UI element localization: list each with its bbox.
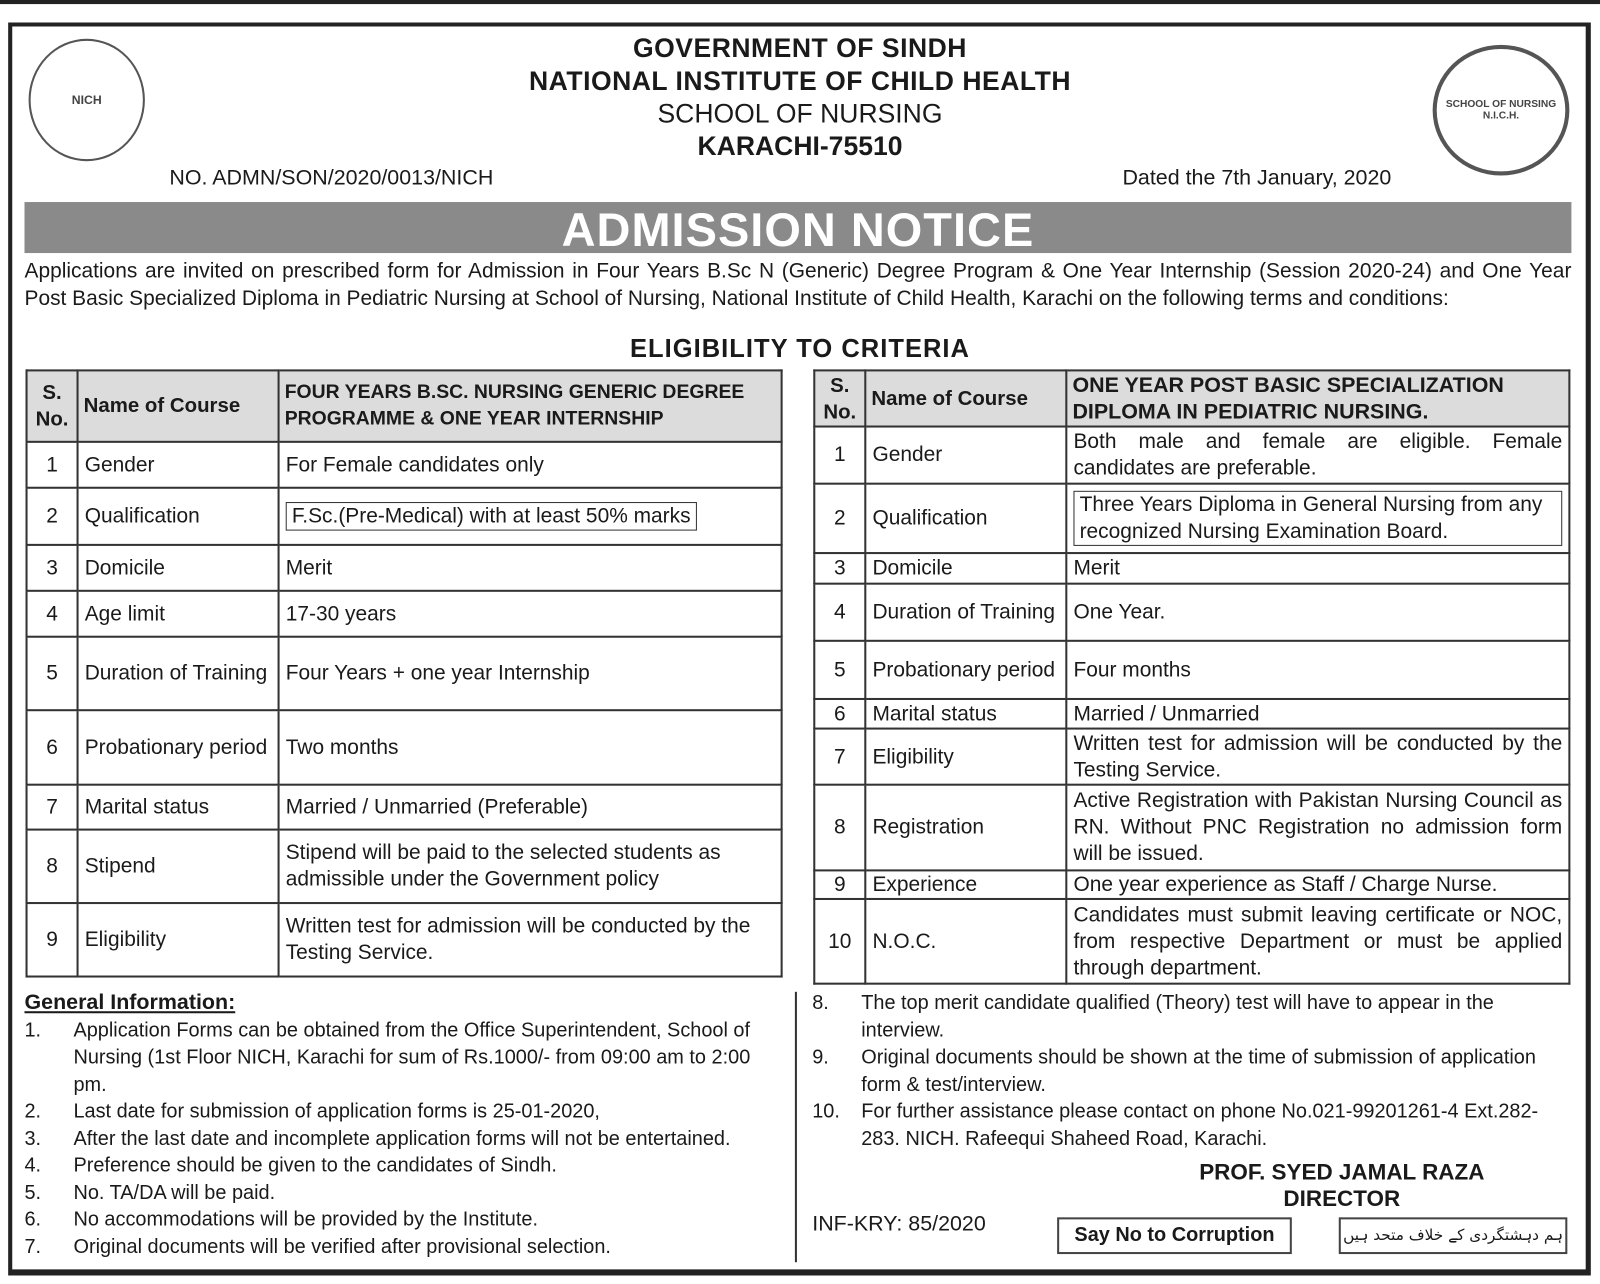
info-item <box>24 1098 779 1125</box>
info-item <box>812 1098 1547 1152</box>
item-number: 4. <box>24 1154 42 1177</box>
info-item <box>24 1017 779 1098</box>
row-value: For Female candidates only <box>279 442 782 488</box>
row-value: F.Sc.(Pre-Medical) with at least 50% marks <box>286 502 697 531</box>
info-item <box>812 990 1547 1044</box>
table-row <box>814 899 1569 984</box>
table-row <box>27 442 782 488</box>
header-course-title: ONE YEAR POST BASIC SPECIALIZATION DIPLOMA IN PEDIATRIC NURSING. <box>1066 370 1569 426</box>
item-text: Last date for submission of application forms is 25-01-2020, <box>73 1099 600 1123</box>
item-text: Application Forms can be obtained from the Office Superintendent, School of Nursing (1st Floor NICH, Karachi for sum of Rs.1000/- from 09:00 am to 2:00 pm. <box>73 1018 751 1096</box>
row-number: 5 <box>27 637 78 710</box>
row-value: One Year. <box>1066 584 1569 641</box>
item-number: 3. <box>24 1127 42 1150</box>
item-number: 1. <box>24 1018 42 1042</box>
row-label: Domicile <box>865 553 1066 584</box>
table-row <box>27 591 782 637</box>
item-number: 10. <box>812 1099 840 1123</box>
header-course-title: FOUR YEARS B.SC. NURSING GENERIC DEGREE PROGRAMME & ONE YEAR INTERNSHIP <box>279 370 782 441</box>
item-text: No accommodations will be provided by the Institute. <box>73 1208 538 1231</box>
row-label: Probationary period <box>865 641 1066 699</box>
say-no-to-corruption-box: Say No to Corruption <box>1057 1217 1292 1254</box>
item-number: 9. <box>812 1045 829 1069</box>
item-number: 2. <box>24 1099 42 1123</box>
table-row <box>814 553 1569 584</box>
row-value: Merit <box>1066 553 1569 584</box>
table-row <box>27 903 782 976</box>
general-information-heading: General Information: <box>24 990 236 1015</box>
header-sno: S. No. <box>814 370 865 426</box>
row-number: 2 <box>27 488 78 545</box>
intro-paragraph: Applications are invited on prescribed form for Admission in Four Years B.Sc N (Generic) Degree Program & One Year Internship (Session 2020-24) and One Year Post Basic Specialized Diploma in Pediatric Nursing at School of Nursing, National Institute of Child Health, Karachi on the following terms and conditions: <box>24 259 1572 311</box>
table-row <box>814 785 1569 871</box>
info-item <box>24 1206 779 1233</box>
row-label: Probationary period <box>78 710 279 784</box>
row-number: 8 <box>814 785 865 871</box>
table-row <box>814 729 1569 785</box>
row-number: 6 <box>814 699 865 729</box>
item-text: The top merit candidate qualified (Theory) test will have to appear in the interview. <box>861 991 1494 1042</box>
table-row <box>27 545 782 591</box>
general-information-right <box>812 990 1547 1152</box>
item-text: No. TA/DA will be paid. <box>73 1181 276 1204</box>
row-number: 3 <box>814 553 865 584</box>
row-value: Active Registration with Pakistan Nursing Council as RN. Without PNC Registration no admission form will be issued. <box>1066 785 1569 871</box>
row-label: Stipend <box>78 830 279 903</box>
item-text: Preference should be given to the candidates of Sindh. <box>73 1154 557 1177</box>
table-row <box>814 584 1569 641</box>
header-institute: NATIONAL INSTITUTE OF CHILD HEALTH <box>528 65 1072 96</box>
table-row <box>27 830 782 903</box>
row-label: Registration <box>865 785 1066 871</box>
table-row <box>814 484 1569 553</box>
row-number: 7 <box>27 785 78 830</box>
row-value: Written test for admission will be conducted by the Testing Service. <box>279 903 782 976</box>
row-value: Two months <box>279 710 782 784</box>
item-number: 8. <box>812 991 829 1015</box>
admission-notice-banner: ADMISSION NOTICE <box>24 202 1571 253</box>
table-row <box>814 641 1569 699</box>
row-label: Age limit <box>78 591 279 637</box>
row-value: Married / Unmarried (Preferable) <box>279 785 782 830</box>
row-number: 2 <box>814 484 865 553</box>
top-rule <box>0 0 1600 4</box>
table-row <box>814 427 1569 484</box>
row-number: 10 <box>814 899 865 984</box>
row-value: Married / Unmarried <box>1066 699 1569 729</box>
header-school: SCHOOL OF NURSING <box>657 97 943 129</box>
row-number: 9 <box>27 903 78 976</box>
reference-number: NO. ADMN/SON/2020/0013/NICH <box>169 166 494 190</box>
row-value: 17-30 years <box>279 591 782 637</box>
row-value: One year experience as Staff / Charge Nurse. <box>1066 870 1569 899</box>
info-item <box>24 1125 779 1152</box>
notice-date: Dated the 7th January, 2020 <box>1122 166 1392 190</box>
row-label: Gender <box>78 442 279 488</box>
row-value: Three Years Diploma in General Nursing from any recognized Nursing Examination Board. <box>1073 491 1562 546</box>
row-number: 8 <box>27 830 78 903</box>
table-row <box>814 699 1569 729</box>
row-number: 5 <box>814 641 865 699</box>
row-label: Domicile <box>78 545 279 591</box>
header-government: GOVERNMENT OF SINDH <box>632 32 967 64</box>
criteria-heading: ELIGIBILITY TO CRITERIA <box>629 334 971 364</box>
item-text: Original documents will be verified after provisional selection. <box>73 1235 611 1258</box>
table-row <box>27 637 782 710</box>
info-item <box>24 1233 779 1260</box>
info-item <box>812 1044 1547 1098</box>
row-label: Duration of Training <box>865 584 1066 641</box>
row-number: 3 <box>27 545 78 591</box>
row-number: 1 <box>814 427 865 484</box>
row-number: 4 <box>814 584 865 641</box>
row-number: 4 <box>27 591 78 637</box>
row-value: Four Years + one year Internship <box>279 637 782 710</box>
item-number: 6. <box>24 1208 42 1231</box>
director-title: DIRECTOR <box>1283 1185 1401 1212</box>
item-text: After the last date and incomplete application forms will not be entertained. <box>73 1127 731 1150</box>
row-value: Four months <box>1066 641 1569 699</box>
urdu-slogan-box: ہم دہشتگردی کے خلاف متحد ہیں <box>1339 1217 1568 1254</box>
row-number: 9 <box>814 870 865 899</box>
item-text: For further assistance please contact on phone No.021-99201261-4 Ext.282-283. NICH. Rafeequi Shaheed Road, Karachi. <box>861 1099 1539 1150</box>
row-number: 7 <box>814 729 865 785</box>
row-label: Duration of Training <box>78 637 279 710</box>
header-course-name: Name of Course <box>865 370 1066 426</box>
bsc-nursing-criteria-table <box>26 369 783 977</box>
row-value: Merit <box>279 545 782 591</box>
row-label: Eligibility <box>78 903 279 976</box>
director-name: PROF. SYED JAMAL RAZA <box>1199 1159 1485 1185</box>
row-label: Qualification <box>78 488 279 545</box>
pediatric-diploma-criteria-table <box>813 369 1570 984</box>
row-value: Both male and female are eligible. Female candidates are preferable. <box>1066 427 1569 484</box>
row-number: 1 <box>27 442 78 488</box>
header-course-name: Name of Course <box>78 370 279 441</box>
row-label: Eligibility <box>865 729 1066 785</box>
general-information-left <box>24 990 779 1260</box>
column-divider <box>795 992 797 1262</box>
row-label: Gender <box>865 427 1066 484</box>
row-number: 6 <box>27 710 78 784</box>
row-label: N.O.C. <box>865 899 1066 984</box>
row-label: Marital status <box>78 785 279 830</box>
item-text: Original documents should be shown at the time of submission of application form & test/interview. <box>861 1045 1536 1096</box>
row-value: Written test for admission will be conducted by the Testing Service. <box>1066 729 1569 785</box>
info-item <box>24 1152 779 1179</box>
logo-text: NICH <box>71 92 102 108</box>
table-row <box>27 785 782 830</box>
table-row <box>27 710 782 784</box>
table-row <box>27 488 782 545</box>
row-value: Candidates must submit leaving certificate or NOC, from respective Department or must be applied through department. <box>1066 899 1569 984</box>
header-sno: S. No. <box>27 370 78 441</box>
item-number: 7. <box>24 1235 42 1258</box>
row-label: Qualification <box>865 484 1066 553</box>
info-item <box>24 1179 779 1206</box>
item-number: 5. <box>24 1181 42 1204</box>
row-value: Stipend will be paid to the selected students as admissible under the Government policy <box>279 830 782 903</box>
seal-text: SCHOOL OF NURSING N.I.C.H. <box>1445 98 1557 122</box>
header-city: KARACHI-75510 <box>697 130 903 162</box>
row-label: Experience <box>865 870 1066 899</box>
inf-number: INF-KRY: 85/2020 <box>812 1212 986 1236</box>
table-row <box>814 870 1569 899</box>
row-label: Marital status <box>865 699 1066 729</box>
